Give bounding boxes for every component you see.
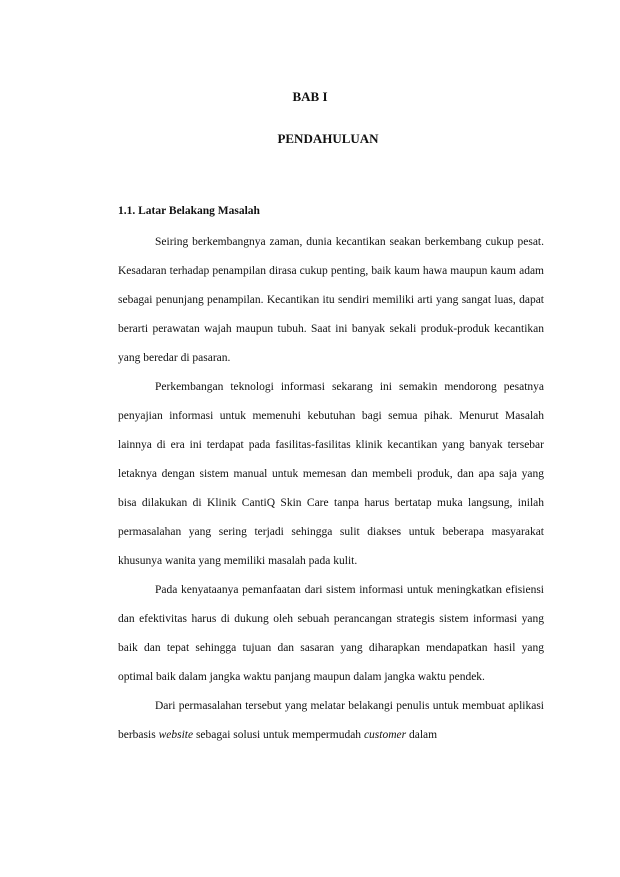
paragraph-4-text-2: sebagai solusi untuk mempermudah bbox=[193, 729, 364, 741]
paragraph-4-text-1: Dari permasalahan tersebut yang melatar belakangi penulis untuk membuat aplikasi berbasis bbox=[118, 700, 544, 741]
chapter-number: BAB I bbox=[292, 89, 328, 104]
paragraph-1: Seiring berkembangnya zaman, dunia kecantikan seakan berkembang cukup pesat. Kesadaran terhadap penampilan dirasa cukup penting, baik kaum hawa maupun kaum adam sebagai penunjang penampilan. Kecantikan itu sendiri memiliki arti yang sangat luas, dapat berarti perawatan wajah maupun tubuh. Saat ini banyak sekali produk-produk kecantikan yang beredar di pasaran. bbox=[118, 236, 544, 364]
body-text bbox=[118, 228, 544, 750]
paragraph-4-italic-customer: customer bbox=[363, 729, 407, 741]
section-heading: 1.1. Latar Belakang Masalah bbox=[118, 205, 260, 217]
chapter-title: PENDAHULUAN bbox=[277, 131, 379, 146]
paragraph-4 bbox=[118, 692, 544, 750]
paragraph-4-italic-website: website bbox=[158, 729, 194, 741]
paragraph-4-text-3: dalam bbox=[406, 729, 438, 741]
paragraph-3: Pada kenyataanya pemanfaatan dari sistem informasi untuk meningkatkan efisiensi dan efektivitas harus di dukung oleh sebuah perancangan strategis sistem informasi yang baik dan tepat sehingga tujuan dan sasaran yang diharapkan mendapatkan hasil yang optimal baik dalam jangka waktu panjang maupun dalam jangka waktu pendek. bbox=[118, 584, 544, 683]
paragraph-2: Perkembangan teknologi informasi sekarang ini semakin mendorong pesatnya penyajian informasi untuk memenuhi kebutuhan bagi semua pihak. Menurut Masalah lainnya di era ini terdapat pada fasilitas-fasilitas klinik kecantikan yang banyak tersebar letaknya dengan sistem manual untuk memesan dan membeli produk, dan apa saja yang bisa dilakukan di Klinik CantiQ Skin Care tanpa harus bertatap muka langsung, inilah permasalahan yang sering terjadi sehingga sulit diakses untuk beberapa masyarakat khusunya wanita yang memiliki masalah pada kulit. bbox=[118, 381, 544, 567]
